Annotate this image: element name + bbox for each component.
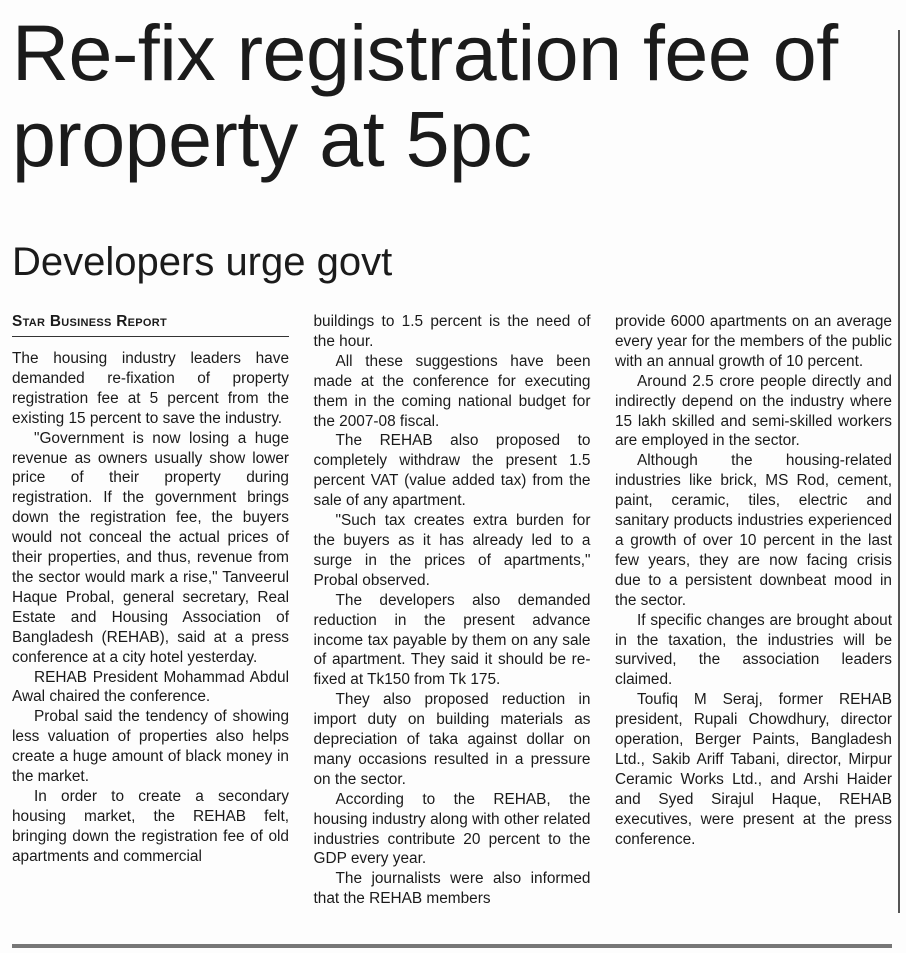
- paragraph: provide 6000 apartments on an average every year for the members of the public with an annual growth of 10 percent.: [615, 313, 892, 370]
- paragraph: REHAB President Mohammad Abdul Awal chaired the conference.: [12, 668, 289, 706]
- right-border-rule: [898, 30, 900, 913]
- headline: Re-fix registration fee of property at 5pc: [12, 8, 838, 183]
- paragraph: The developers also demanded reduction in the present advance income tax payable by them on any sale of apartment. They said it should be re-fixed at Tk150 from Tk 175.: [313, 591, 591, 689]
- paragraph: The housing industry leaders have demanded re-fixation of property registration fee at 5 percent from the existing 15 percent to save the industry.: [12, 350, 289, 427]
- byline: Star Business Report: [12, 312, 289, 337]
- paragraph: Although the housing-related industries like brick, MS Rod, cement, paint, ceramic, tiles, electric and sanitary products industries experienced a growth of over 10 percent in the last few years, they are now facing crisis due to a persistent downbeat mood in the sector.: [615, 452, 892, 609]
- column-3: [615, 312, 892, 918]
- bottom-border-rule: [12, 944, 892, 948]
- paragraph: The REHAB also proposed to completely withdraw the present 1.5 percent VAT (value added tax) from the sale of any apartment.: [313, 432, 591, 510]
- paragraph: Probal said the tendency of showing less valuation of properties also helps create a huge amount of black money in the market.: [12, 708, 289, 786]
- article-columns: [12, 312, 892, 918]
- paragraph: According to the REHAB, the housing industry along with other related industries contribute 20 percent to the GDP every year.: [313, 790, 591, 868]
- paragraph: buildings to 1.5 percent is the need of the hour.: [313, 313, 591, 350]
- paragraph: Toufiq M Seraj, former REHAB president, Rupali Chowdhury, director operation, Berger Paints, Bangladesh Ltd., Sakib Ariff Tabani, director, Mirpur Ceramic Works Ltd., and Arshi Haider and Syed Sirajul Haque, REHAB executives, were present at the press conference.: [615, 691, 892, 848]
- paragraph: They also proposed reduction in import duty on building materials as depreciation of taka against dollar on many occasions resulted in a pressure on the sector.: [313, 691, 591, 788]
- column-2: [314, 312, 591, 918]
- paragraph: "Government is now losing a huge revenue as owners usually show lower price of their property during registration. If the government brings down the registration fee, the buyers would not conceal the actual prices of their properties, and thus, revenue from the sector would mark a rise," Tanveerul Haque Probal, general secretary, Real Estate and Housing Association of Bangladesh (REHAB), said at a press conference at a city hotel yesterday.: [12, 429, 289, 666]
- paragraph: The journalists were also informed that the REHAB members: [313, 870, 591, 908]
- subheadline: Developers urge govt: [12, 240, 393, 284]
- paragraph: In order to create a secondary housing market, the REHAB felt, bringing down the registration fee of old apartments and commercial: [12, 787, 289, 865]
- paragraph: Around 2.5 crore people directly and indirectly depend on the industry where 15 lakh skilled and semi-skilled workers are employed in the sector.: [615, 372, 892, 450]
- column-1: [12, 312, 289, 918]
- paragraph: All these suggestions have been made at the conference for executing them in the coming national budget for the 2007-08 fiscal.: [313, 352, 591, 430]
- paragraph: "Such tax creates extra burden for the buyers as it has already led to a surge in the prices of apartments," Probal observed.: [313, 512, 591, 589]
- paragraph: If specific changes are brought about in the taxation, the industries will be survived, the association leaders claimed.: [615, 611, 892, 689]
